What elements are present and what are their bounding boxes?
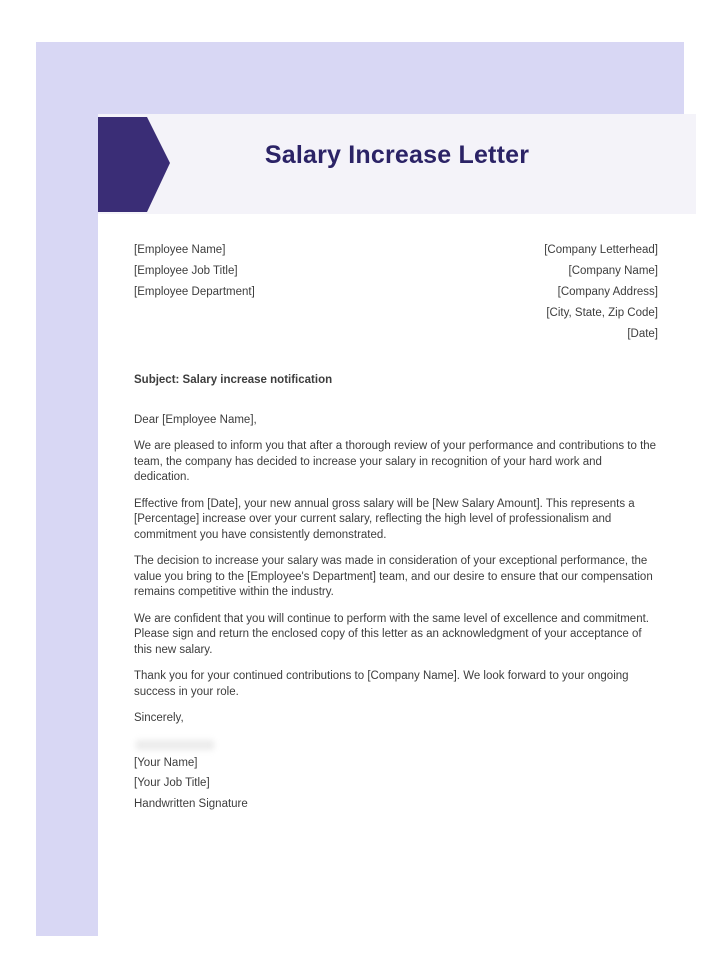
recipient-name: [Employee Name] <box>134 244 226 256</box>
signature-note: Handwritten Signature <box>134 797 248 810</box>
paragraph-1: We are pleased to inform you that after a thorough review of your performance and contributions to the team, the company has decided to increase your salary in recognition of your hard work and dedication. <box>134 440 657 483</box>
signature-smudge <box>136 740 214 750</box>
recipient-job-title: [Employee Job Title] <box>134 265 238 277</box>
company-name: [Company Name] <box>568 265 658 277</box>
paragraph-5: Thank you for your continued contributions to [Company Name]. We look forward to your ongoing success in your role. <box>134 670 629 698</box>
paragraph-3: The decision to increase your salary was made in consideration of your exceptional performance, the value you bring to the [Employee's Department] team, and our desire to ensure that our compensation remains competitive within the industry. <box>134 555 653 598</box>
letter-date: [Date] <box>627 328 658 340</box>
letter-body <box>134 373 658 814</box>
signoff-line: Sincerely, <box>134 712 184 724</box>
company-address: [Company Address] <box>557 286 658 298</box>
subject-line: Subject: Salary increase notification <box>134 374 333 386</box>
lavender-frame <box>36 42 684 936</box>
address-block <box>134 240 658 345</box>
company-block <box>544 240 658 345</box>
paragraph-4: We are confident that you will continue to perform with the same level of excellence and commitment. Please sign and return the enclosed copy of this letter as an acknowledgment of your acceptance of this new salary. <box>134 612 649 656</box>
paragraph-2: Effective from [Date], your new annual gross salary will be [New Salary Amount]. This represents a [Percentage] increase over your current salary, reflecting the high level of professionalism and commitment you have consistently demonstrated. <box>134 497 635 541</box>
recipient-department: [Employee Department] <box>134 286 255 298</box>
signature-block <box>134 753 658 815</box>
greeting-line: Dear [Employee Name], <box>134 413 257 426</box>
signature-job-title: [Your Job Title] <box>134 777 210 789</box>
page-title: Salary Increase Letter <box>264 141 530 169</box>
company-city-state-zip: [City, State, Zip Code] <box>546 307 658 319</box>
signature-name: [Your Name] <box>134 756 198 769</box>
company-letterhead: [Company Letterhead] <box>544 244 658 256</box>
letter-page <box>98 114 696 952</box>
header-band <box>98 114 696 214</box>
recipient-block <box>134 240 255 345</box>
